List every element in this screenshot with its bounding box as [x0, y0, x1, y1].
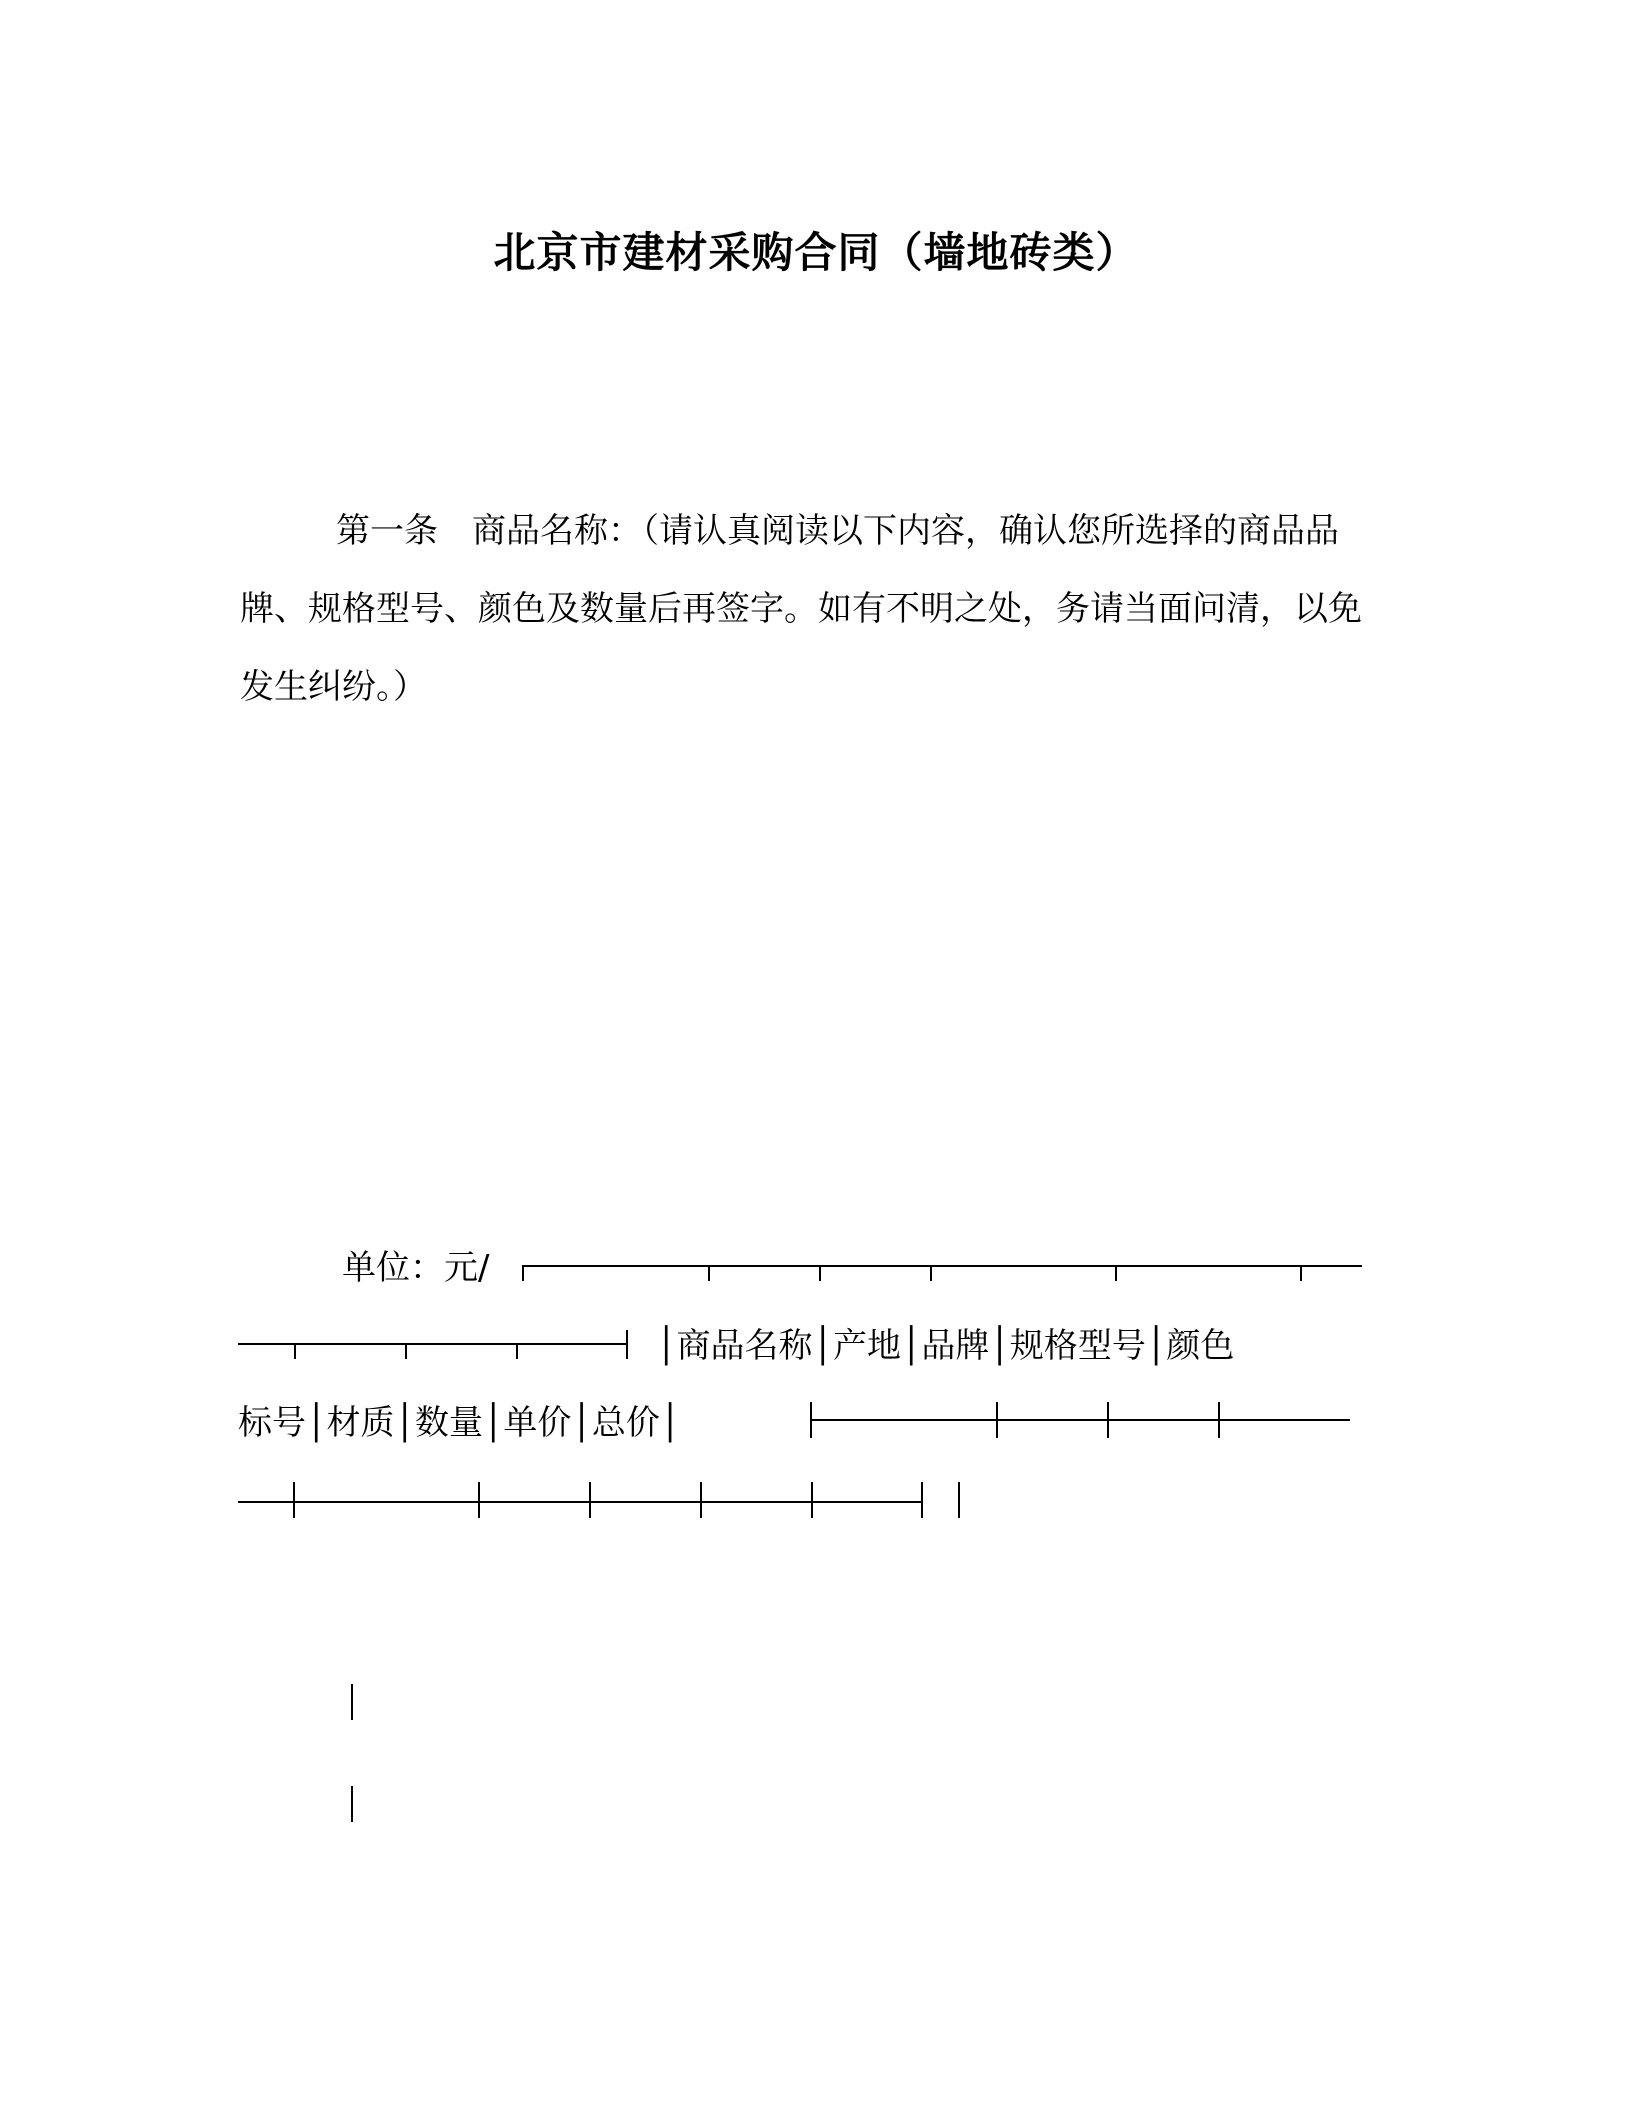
- table-rule-top: [522, 1265, 1362, 1267]
- table-tick: [958, 1482, 960, 1518]
- table-tick: [1218, 1402, 1220, 1438]
- table-tick: [700, 1482, 702, 1518]
- table-tick: [708, 1265, 710, 1281]
- table-tick: [516, 1343, 518, 1359]
- table-tick: [1115, 1265, 1117, 1281]
- table-tick: [351, 1684, 353, 1720]
- table-tick: [405, 1343, 407, 1359]
- table-tick: [996, 1402, 998, 1438]
- table-tick: [1107, 1402, 1109, 1438]
- table-rule-third: [810, 1419, 1350, 1421]
- document-title: 北京市建材采购合同（墙地砖类）: [493, 228, 1139, 277]
- table-tick: [351, 1786, 353, 1822]
- table-tick: [921, 1482, 923, 1518]
- unit-label: 单位：元/: [342, 1248, 490, 1288]
- table-tick: [294, 1343, 296, 1359]
- article-1-paragraph: 第一条 商品名称：（请认真阅读以下内容，确认您所选择的商品品牌、规格型号、颜色及数量后再签字。如有不明之处，务请当面问清，以免发生纠纷。）: [240, 511, 1362, 707]
- table-tick: [626, 1330, 628, 1359]
- table-tick: [811, 1482, 813, 1518]
- table-tick: [522, 1265, 524, 1281]
- table-rule-second: [238, 1343, 628, 1345]
- table-rule-fourth: [238, 1501, 922, 1503]
- table-header-row-1: │商品名称│产地│品牌│规格型号│颜色: [656, 1326, 1235, 1366]
- table-tick: [589, 1482, 591, 1518]
- table-tick: [293, 1482, 295, 1518]
- table-tick: [930, 1265, 932, 1281]
- table-tick: [819, 1265, 821, 1281]
- table-tick: [1300, 1265, 1302, 1281]
- table-header-row-2: 标号│材质│数量│单价│总价│: [238, 1403, 681, 1443]
- table-tick: [478, 1482, 480, 1518]
